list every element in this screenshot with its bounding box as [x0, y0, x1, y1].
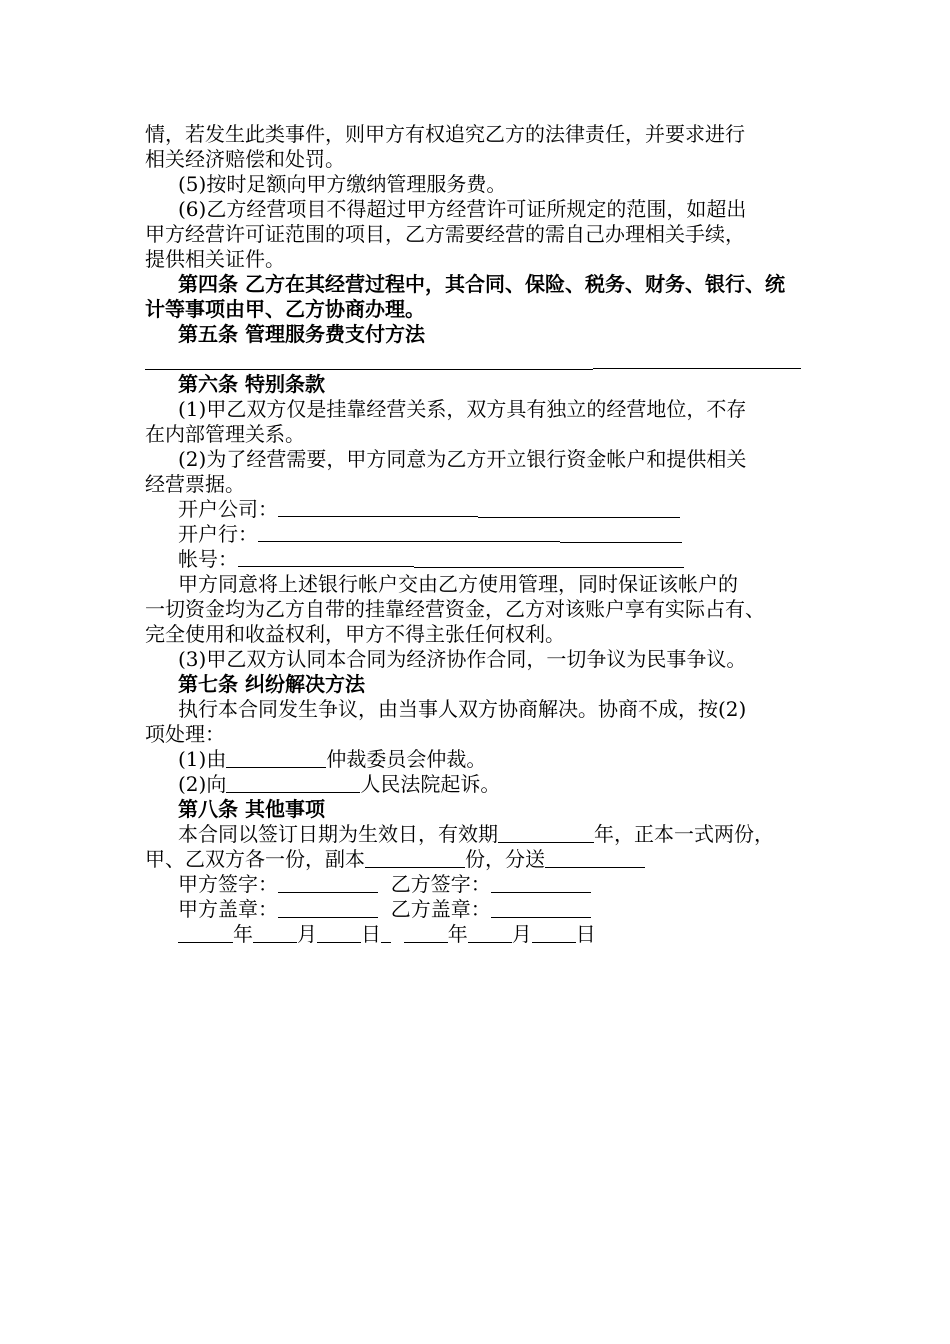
court-name-blank[interactable] — [226, 772, 360, 793]
article-4-heading-cont: 计等事项由甲、乙方协商办理。 — [145, 297, 425, 321]
article-8-heading: 第八条 其他事项 — [178, 797, 325, 821]
clause-text: 一切资金均为乙方自带的挂靠经营资金，乙方对该账户享有实际占有、 — [145, 597, 765, 621]
seal-row — [145, 897, 809, 922]
party-b-seal-blank[interactable] — [491, 897, 591, 918]
clause-text: 相关经济赔偿和处罚。 — [145, 147, 345, 171]
arbitration-row: (1)由 仲裁委员会仲裁。 — [178, 747, 487, 771]
party-b-signature-label: 乙方签字： — [390, 872, 491, 896]
clause-item-1: (1)甲乙双方仅是挂靠经营关系，双方具有独立的经营地位，不存 — [178, 397, 747, 421]
clause-item-2: (2)为了经营需要，甲方同意为乙方开立银行资金帐户和提供相关 — [178, 447, 747, 471]
party-b-signature-blank[interactable] — [491, 872, 591, 893]
copies-row: 甲、乙双方各一份，副本 份，分送 — [145, 847, 809, 872]
contract-document — [145, 122, 809, 947]
clause-text: 提供相关证件。 — [145, 247, 285, 271]
validity-row: 本合同以签订日期为生效日，有效期 年，正本一式两份， — [178, 822, 774, 846]
blank-line-segment — [145, 369, 593, 370]
account-company-row — [145, 497, 809, 522]
party-a-signature-label: 甲方签字： — [178, 872, 278, 896]
court-row: (2)向 人民法院起诉。 — [178, 772, 501, 796]
bank-name-label: 开户行： — [178, 522, 258, 546]
party-a-signature-blank[interactable] — [278, 872, 378, 893]
clause-text: 甲方经营许可证范围的项目，乙方需要经营的需自己办理相关手续， — [145, 222, 745, 246]
arbitration-committee-blank[interactable] — [226, 747, 326, 768]
account-number-row — [145, 547, 809, 572]
party-a-seal-label: 甲方盖章： — [178, 897, 278, 921]
clause-text: 在内部管理关系。 — [145, 422, 305, 446]
validity-years-blank[interactable] — [498, 822, 594, 843]
party-a-day-blank[interactable] — [317, 922, 361, 943]
party-a-seal-blank[interactable] — [278, 897, 378, 918]
clause-item-6: (6)乙方经营项目不得超过甲方经营许可证所规定的范围，如超出 — [178, 197, 747, 221]
article-5-heading: 第五条 管理服务费支付方法 — [178, 322, 425, 346]
signature-row — [145, 872, 809, 897]
clause-item-5: (5)按时足额向甲方缴纳管理服务费。 — [178, 172, 507, 196]
clause-text: 完全使用和收益权利，甲方不得主张任何权利。 — [145, 622, 565, 646]
payment-method-blank[interactable] — [145, 347, 809, 372]
clause-item-3: (3)甲乙双方认同本合同为经济协作合同，一切争议为民事争议。 — [178, 647, 747, 671]
distribute-to-blank[interactable] — [545, 847, 645, 868]
clause-text: 情，若发生此类事件，则甲方有权追究乙方的法律责任，并要求进行 — [145, 122, 745, 146]
party-a-year-blank[interactable] — [178, 922, 233, 943]
blank-line-segment — [593, 368, 801, 369]
party-a-month-blank[interactable] — [253, 922, 297, 943]
bank-name-row — [145, 522, 809, 547]
account-company-blank[interactable] — [278, 498, 680, 518]
account-company-label: 开户公司： — [178, 497, 278, 521]
article-4-heading: 第四条 乙方在其经营过程中，其合同、保险、税务、财务、银行、统 — [178, 272, 785, 296]
clause-text: 执行本合同发生争议，由当事人双方协商解决。协商不成，按(2) — [178, 697, 747, 721]
account-number-blank[interactable] — [238, 548, 684, 568]
bank-name-blank[interactable] — [258, 523, 682, 543]
party-b-month-blank[interactable] — [468, 922, 512, 943]
clause-text: 经营票据。 — [145, 472, 245, 496]
party-b-day-blank[interactable] — [532, 922, 576, 943]
clause-text: 甲方同意将上述银行帐户交由乙方使用管理，同时保证该帐户的 — [178, 572, 738, 596]
date-row: 年 月 日 年 月 日 — [145, 922, 809, 947]
article-6-heading: 第六条 特别条款 — [178, 372, 325, 396]
article-7-heading: 第七条 纠纷解决方法 — [178, 672, 365, 696]
party-b-seal-label: 乙方盖章： — [390, 897, 491, 921]
clause-text: 项处理： — [145, 722, 225, 746]
copies-count-blank[interactable] — [365, 847, 465, 868]
party-b-year-blank[interactable] — [404, 922, 448, 943]
account-number-label: 帐号： — [178, 547, 238, 571]
